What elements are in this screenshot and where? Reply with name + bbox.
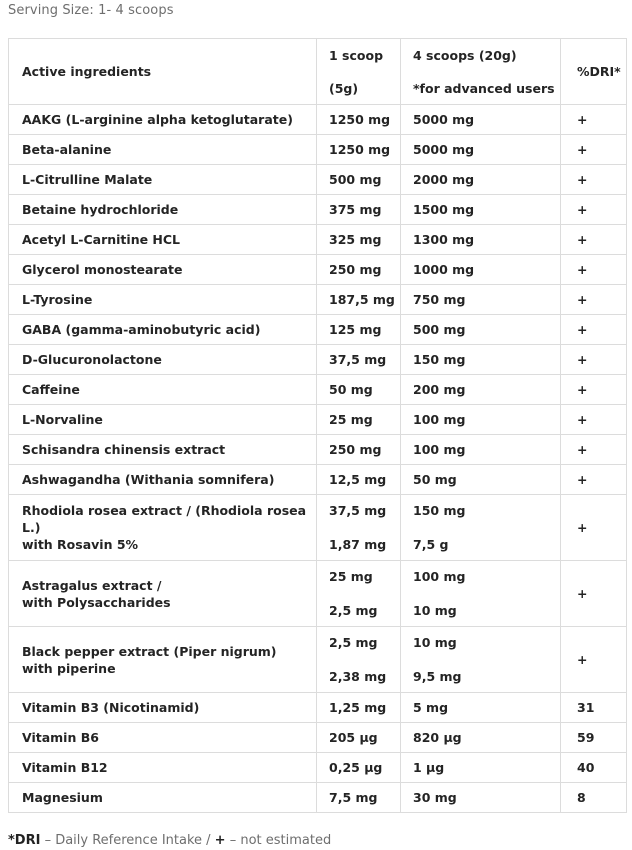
header-ingredients: Active ingredients bbox=[9, 39, 317, 105]
amount-four-scoops: 150 mg bbox=[401, 345, 561, 375]
ingredient-name bbox=[9, 495, 317, 561]
ingredient-name: Glycerol monostearate bbox=[9, 255, 317, 285]
ingredient-name-line: Rhodiola rosea extract / (Rhodiola rosea L.) bbox=[22, 503, 307, 535]
table-header-row bbox=[9, 39, 627, 105]
amount-one-scoop: 1,25 mg bbox=[317, 693, 401, 723]
amount-one-scoop: 205 µg bbox=[317, 723, 401, 753]
amount-one-scoop: 325 mg bbox=[317, 225, 401, 255]
ingredient-name: Vitamin B6 bbox=[9, 723, 317, 753]
amount-active-compound: 1,87 mg bbox=[329, 536, 387, 552]
ingredient-name: L-Tyrosine bbox=[9, 285, 317, 315]
table-row bbox=[9, 255, 627, 285]
header-one-scoop-weight: (5g) bbox=[329, 80, 359, 96]
amount-four-scoops: 100 mg bbox=[401, 435, 561, 465]
amount-one-scoop: 187,5 mg bbox=[317, 285, 401, 315]
table-row bbox=[9, 195, 627, 225]
amount-four-scoops: 1 µg bbox=[401, 753, 561, 783]
dri-value: + bbox=[561, 255, 627, 285]
amount-extract: 25 mg bbox=[329, 568, 373, 584]
table-row bbox=[9, 495, 627, 561]
dri-value: + bbox=[561, 627, 627, 693]
ingredient-name-text bbox=[22, 577, 308, 611]
dri-value: + bbox=[561, 285, 627, 315]
dri-value: 8 bbox=[561, 783, 627, 813]
amount-four-scoops: 200 mg bbox=[401, 375, 561, 405]
amount-four-scoops: 750 mg bbox=[401, 285, 561, 315]
ingredient-name: Vitamin B12 bbox=[9, 753, 317, 783]
table-row bbox=[9, 135, 627, 165]
amount-four-scoops bbox=[401, 495, 561, 561]
amount-active-compound: 2,38 mg bbox=[329, 668, 387, 684]
amount-four-scoops: 1500 mg bbox=[401, 195, 561, 225]
table-row bbox=[9, 723, 627, 753]
amount-extract: 150 mg bbox=[413, 502, 466, 518]
amount-one-scoop: 25 mg bbox=[317, 405, 401, 435]
amount-active-compound: 9,5 mg bbox=[413, 668, 462, 684]
amount-one-scoop: 250 mg bbox=[317, 255, 401, 285]
ingredient-name-line: Astragalus extract / bbox=[22, 577, 162, 593]
table-row bbox=[9, 375, 627, 405]
footnote-plus-text: – not estimated bbox=[225, 833, 332, 848]
amount-one-scoop: 125 mg bbox=[317, 315, 401, 345]
ingredient-name: Acetyl L-Carnitine HCL bbox=[9, 225, 317, 255]
table-row bbox=[9, 627, 627, 693]
ingredient-name: GABA (gamma-aminobutyric acid) bbox=[9, 315, 317, 345]
footnote-plus-label: + bbox=[214, 833, 226, 848]
ingredient-name bbox=[9, 561, 317, 627]
dri-value: 40 bbox=[561, 753, 627, 783]
amount-four-scoops: 50 mg bbox=[401, 465, 561, 495]
ingredient-name-line: with Polysaccharides bbox=[22, 594, 171, 610]
dri-value: + bbox=[561, 165, 627, 195]
amount-four-scoops bbox=[401, 627, 561, 693]
dri-value: 59 bbox=[561, 723, 627, 753]
amount-active-compound: 10 mg bbox=[413, 602, 457, 618]
dri-value: + bbox=[561, 375, 627, 405]
amount-four-scoops: 500 mg bbox=[401, 315, 561, 345]
amount-four-scoops: 1300 mg bbox=[401, 225, 561, 255]
serving-size: Serving Size: 1- 4 scoops bbox=[8, 3, 174, 18]
table-row bbox=[9, 405, 627, 435]
amount-one-scoop: 375 mg bbox=[317, 195, 401, 225]
amount-four-scoops: 5 mg bbox=[401, 693, 561, 723]
ingredient-name-line: Black pepper extract (Piper nigrum) bbox=[22, 643, 277, 659]
dri-value: 31 bbox=[561, 693, 627, 723]
footnote-dri-text: – Daily Reference Intake / bbox=[40, 833, 215, 848]
table-row bbox=[9, 693, 627, 723]
amount-one-scoop bbox=[317, 627, 401, 693]
supplement-facts-table bbox=[8, 38, 627, 813]
footnote-dri-label: *DRI bbox=[8, 833, 41, 848]
dri-value: + bbox=[561, 435, 627, 465]
ingredient-name: AAKG (L-arginine alpha ketoglutarate) bbox=[9, 105, 317, 135]
amount-four-scoops: 820 µg bbox=[401, 723, 561, 753]
amount-one-scoop: 250 mg bbox=[317, 435, 401, 465]
header-four-scoops bbox=[401, 39, 561, 105]
ingredient-name: Schisandra chinensis extract bbox=[9, 435, 317, 465]
header-four-scoops-label: 4 scoops (20g) bbox=[413, 47, 517, 63]
ingredient-name: Betaine hydrochloride bbox=[9, 195, 317, 225]
amount-four-scoops bbox=[401, 561, 561, 627]
amount-active-compound: 7,5 g bbox=[413, 536, 449, 552]
amount-four-scoops: 30 mg bbox=[401, 783, 561, 813]
table-row bbox=[9, 753, 627, 783]
amount-one-scoop bbox=[317, 495, 401, 561]
dri-value: + bbox=[561, 561, 627, 627]
ingredient-name-text bbox=[22, 502, 308, 553]
dri-value: + bbox=[561, 405, 627, 435]
amount-four-scoops: 100 mg bbox=[401, 405, 561, 435]
amount-four-scoops: 5000 mg bbox=[401, 105, 561, 135]
table-row bbox=[9, 285, 627, 315]
header-one-scoop-label: 1 scoop bbox=[329, 47, 384, 63]
table-row bbox=[9, 465, 627, 495]
header-four-scoops-note: *for advanced users bbox=[413, 80, 555, 96]
dri-value: + bbox=[561, 105, 627, 135]
ingredient-name: Vitamin B3 (Nicotinamid) bbox=[9, 693, 317, 723]
ingredient-name: D-Glucuronolactone bbox=[9, 345, 317, 375]
table-row bbox=[9, 561, 627, 627]
dri-value: + bbox=[561, 195, 627, 225]
ingredient-name: Ashwagandha (Withania somnifera) bbox=[9, 465, 317, 495]
ingredient-name bbox=[9, 627, 317, 693]
table-row bbox=[9, 435, 627, 465]
table-row bbox=[9, 345, 627, 375]
ingredient-name: L-Citrulline Malate bbox=[9, 165, 317, 195]
amount-one-scoop: 37,5 mg bbox=[317, 345, 401, 375]
ingredient-name-line: with piperine bbox=[22, 660, 116, 676]
amount-one-scoop: 500 mg bbox=[317, 165, 401, 195]
amount-one-scoop bbox=[317, 561, 401, 627]
ingredient-name: Caffeine bbox=[9, 375, 317, 405]
dri-value: + bbox=[561, 465, 627, 495]
amount-four-scoops: 2000 mg bbox=[401, 165, 561, 195]
amount-one-scoop: 1250 mg bbox=[317, 105, 401, 135]
dri-value: + bbox=[561, 315, 627, 345]
table-row bbox=[9, 783, 627, 813]
ingredient-name-text bbox=[22, 643, 308, 677]
amount-extract: 2,5 mg bbox=[329, 634, 378, 650]
header-dri: %DRI* bbox=[561, 39, 627, 105]
amount-one-scoop: 12,5 mg bbox=[317, 465, 401, 495]
amount-active-compound: 2,5 mg bbox=[329, 602, 378, 618]
dri-value: + bbox=[561, 345, 627, 375]
amount-one-scoop: 1250 mg bbox=[317, 135, 401, 165]
table-row bbox=[9, 225, 627, 255]
dri-value: + bbox=[561, 495, 627, 561]
amount-four-scoops: 1000 mg bbox=[401, 255, 561, 285]
footnote bbox=[8, 833, 331, 848]
dri-value: + bbox=[561, 135, 627, 165]
ingredient-name-line: with Rosavin 5% bbox=[22, 537, 139, 552]
amount-one-scoop: 7,5 mg bbox=[317, 783, 401, 813]
ingredient-name: Beta-alanine bbox=[9, 135, 317, 165]
amount-one-scoop: 50 mg bbox=[317, 375, 401, 405]
dri-value: + bbox=[561, 225, 627, 255]
amount-extract: 37,5 mg bbox=[329, 502, 387, 518]
header-one-scoop bbox=[317, 39, 401, 105]
amount-one-scoop: 0,25 µg bbox=[317, 753, 401, 783]
amount-four-scoops: 5000 mg bbox=[401, 135, 561, 165]
amount-extract: 10 mg bbox=[413, 634, 457, 650]
ingredient-name: L-Norvaline bbox=[9, 405, 317, 435]
amount-extract: 100 mg bbox=[413, 568, 466, 584]
table-row bbox=[9, 165, 627, 195]
table-row bbox=[9, 315, 627, 345]
ingredient-name: Magnesium bbox=[9, 783, 317, 813]
table-row bbox=[9, 105, 627, 135]
